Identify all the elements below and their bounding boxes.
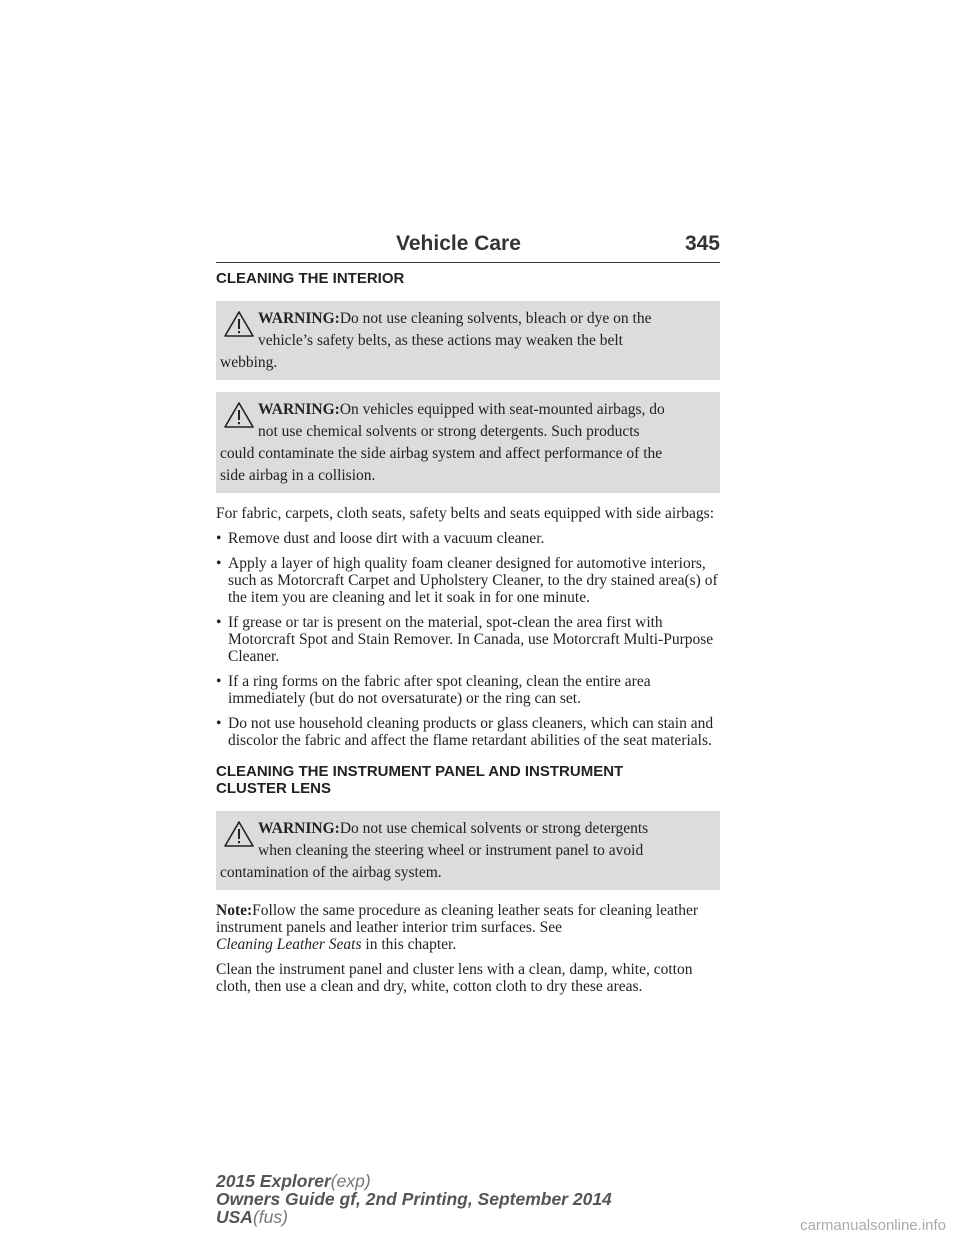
page-footer [216, 1172, 612, 1226]
cross-reference-link[interactable]: Cleaning Leather Seats [216, 936, 362, 953]
section-title-line: CLUSTER LENS [216, 780, 332, 797]
watermark: carmanualsonline.info [800, 1217, 946, 1234]
note-label: Note: [216, 902, 253, 919]
list-item-text: Apply a layer of high quality foam cleaner designed for automotive interiors, such as Motorcraft Carpet and Upholstery Cleaner, to the dry stained area(s) of the item you are cleaning and let it soak in for one minute. [228, 555, 718, 606]
footer-market: USA [216, 1207, 253, 1227]
list-item-text: Remove dust and loose dirt with a vacuum cleaner. [228, 530, 545, 547]
footer-edition: Owners Guide gf, 2nd Printing, September 2014 [216, 1189, 612, 1209]
warning-box [216, 392, 720, 493]
warning-first-line [220, 308, 716, 330]
footer-model-code: (exp) [330, 1171, 371, 1191]
section-title-line: CLEANING THE INSTRUMENT PANEL AND INSTRUMENT [216, 763, 624, 780]
footer-market-code: (fus) [252, 1207, 288, 1227]
bullet-symbol: • [216, 555, 222, 572]
bullet-symbol: • [216, 614, 222, 631]
list-item [216, 715, 720, 749]
warning-line: not use chemical solvents or strong detergents. Such products [258, 423, 640, 440]
warning-line: could contaminate the side airbag system and affect performance of the [220, 445, 663, 462]
warning-label: WARNING: [258, 820, 340, 837]
warning-line: vehicle’s safety belts, as these actions may weaken the belt [258, 332, 623, 349]
warning-box [216, 301, 720, 380]
warning-text: Do not use cleaning solvents, bleach or dye on the [339, 310, 652, 327]
bullet-symbol: • [216, 715, 222, 732]
list-item-text: Do not use household cleaning products or glass cleaners, which can stain and discolor the fabric and affect the flame retardant abilities of the seat materials. [228, 715, 714, 749]
warning-triangle-icon [224, 821, 254, 847]
footer-line [216, 1172, 612, 1190]
warning-text: On vehicles equipped with seat-mounted airbags, do [339, 401, 665, 418]
list-item [216, 530, 720, 547]
warning-triangle-icon [224, 311, 254, 337]
note-paragraph [216, 902, 720, 953]
warning-line: when cleaning the steering wheel or instrument panel to avoid [258, 842, 644, 859]
cleaning-steps-list [216, 530, 720, 749]
page-title: Vehicle Care [396, 232, 521, 255]
bullet-symbol: • [216, 673, 222, 690]
page-content [216, 270, 720, 1003]
note-suffix: in this chapter. [365, 936, 457, 953]
warning-first-line [220, 399, 716, 421]
warning-line: side airbag in a collision. [220, 467, 376, 484]
section-title-interior: CLEANING THE INTERIOR [216, 270, 405, 287]
warning-label: WARNING: [258, 310, 340, 327]
page-number: 345 [684, 232, 720, 255]
bullet-symbol: • [216, 530, 222, 547]
list-item [216, 555, 720, 606]
page-header [216, 232, 720, 263]
warning-triangle-icon [224, 402, 254, 428]
list-item [216, 673, 720, 707]
footer-line [216, 1208, 612, 1226]
intro-paragraph: For fabric, carpets, cloth seats, safety belts and seats equipped with side airbags: [216, 505, 715, 522]
warning-text: Do not use chemical solvents or strong detergents [339, 820, 649, 837]
warning-first-line [220, 818, 716, 840]
warning-box [216, 811, 720, 890]
warning-line: webbing. [220, 354, 278, 371]
section-title-instrument-panel [216, 763, 720, 797]
warning-label: WARNING: [258, 401, 340, 418]
note-text: Follow the same procedure as cleaning leather seats for cleaning leather instrument panels and leather interior trim surfaces. See [216, 902, 699, 936]
list-item [216, 614, 720, 665]
footer-model: 2015 Explorer [216, 1171, 331, 1191]
clean-paragraph: Clean the instrument panel and cluster lens with a clean, damp, white, cotton cloth, then use a clean and dry, white, cotton cloth to dry these areas. [216, 961, 693, 995]
list-item-text: If grease or tar is present on the material, spot-clean the area first with Motorcraft Spot and Stain Remover. In Canada, use Motorcraft Multi-Purpose Cleaner. [228, 614, 714, 665]
list-item-text: If a ring forms on the fabric after spot cleaning, clean the entire area immediately (but do not oversaturate) or the ring can set. [228, 673, 651, 707]
warning-line: contamination of the airbag system. [220, 864, 442, 881]
